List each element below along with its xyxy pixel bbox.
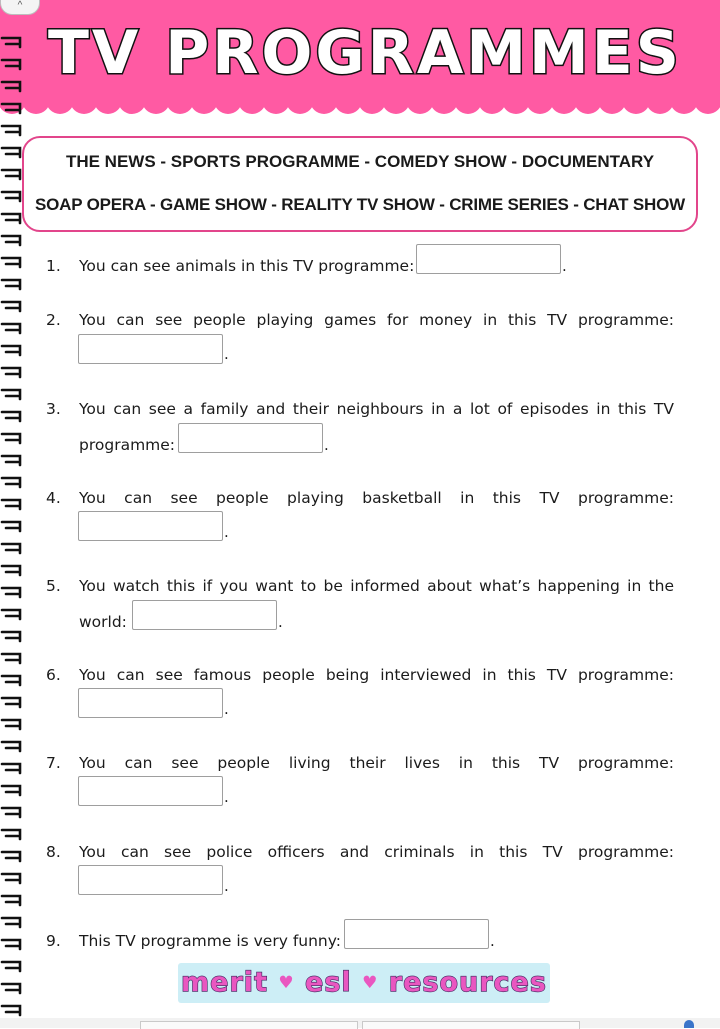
spiral-ring <box>2 82 20 91</box>
question-number: 1. <box>46 257 61 275</box>
spiral-ring <box>2 896 20 905</box>
question-number: 2. <box>46 311 61 329</box>
spiral-ring <box>2 368 20 377</box>
spiral-ring <box>2 346 20 355</box>
spiral-ring <box>2 412 20 421</box>
question-text: You can see a family and their neighbours in a lot of episodes in this TV <box>79 400 674 418</box>
spiral-ring <box>2 324 20 333</box>
spiral-ring <box>2 434 20 443</box>
collapse-chevron-icon[interactable]: ^ <box>0 0 40 15</box>
question-number: 9. <box>46 932 61 950</box>
question-text: You can see people playing basketball in this TV programme: <box>79 489 674 507</box>
spiral-ring <box>2 478 20 487</box>
answer-period: . <box>224 523 229 541</box>
word-bank-line-2: SOAP OPERA - GAME SHOW - REALITY TV SHOW - CRIME SERIES - CHAT SHOW <box>35 195 685 214</box>
spiral-ring <box>2 1006 20 1015</box>
question-number: 7. <box>46 754 61 772</box>
spiral-ring <box>2 390 20 399</box>
question-text: You can see police officers and criminals in this TV programme: <box>79 843 674 861</box>
spiral-ring <box>2 984 20 993</box>
question-text: You can see famous people being interviewed in this TV programme: <box>79 666 674 684</box>
spiral-ring <box>2 126 20 135</box>
heart-icon: ♥ <box>362 973 379 993</box>
question-number: 6. <box>46 666 61 684</box>
logo-word-resources: resources <box>388 967 547 998</box>
answer-period: . <box>278 613 283 631</box>
question-number: 4. <box>46 489 61 507</box>
spiral-ring <box>2 962 20 971</box>
status-dot-icon <box>684 1020 694 1028</box>
logo-word-merit: merit <box>181 967 268 998</box>
question-text-continued: world: <box>79 613 127 631</box>
spiral-ring <box>2 742 20 751</box>
answer-box-3[interactable] <box>178 423 323 453</box>
spiral-ring <box>2 764 20 773</box>
spiral-ring <box>2 940 20 949</box>
spiral-ring <box>2 192 20 201</box>
spiral-ring <box>2 456 20 465</box>
spiral-ring <box>2 676 20 685</box>
answer-period: . <box>224 788 229 806</box>
spiral-ring <box>2 236 20 245</box>
logo-word-esl: esl <box>305 967 352 998</box>
word-bank-box <box>22 136 698 232</box>
spiral-ring <box>2 104 20 113</box>
spiral-ring <box>2 170 20 179</box>
bottom-toolbar <box>0 1018 720 1028</box>
answer-period: . <box>490 932 495 950</box>
answer-box-6[interactable] <box>78 688 223 718</box>
answer-period: . <box>324 436 329 454</box>
answer-box-4[interactable] <box>78 511 223 541</box>
spiral-ring <box>2 808 20 817</box>
answer-box-2[interactable] <box>78 334 223 364</box>
spiral-ring <box>2 258 20 267</box>
question-text: You can see animals in this TV programme: <box>79 257 415 275</box>
logo-text <box>178 963 550 1003</box>
spiral-ring <box>2 500 20 509</box>
question-text: You can see people living their lives in this TV programme: <box>79 754 674 772</box>
answer-box-9[interactable] <box>344 919 489 949</box>
spiral-ring <box>2 720 20 729</box>
question-number: 8. <box>46 843 61 861</box>
spiral-ring <box>2 698 20 707</box>
answer-period: . <box>224 877 229 895</box>
spiral-ring <box>2 588 20 597</box>
spiral-ring <box>2 214 20 223</box>
spiral-ring <box>2 830 20 839</box>
answer-box-7[interactable] <box>78 776 223 806</box>
spiral-ring <box>2 918 20 927</box>
spiral-ring <box>2 566 20 575</box>
answer-period: . <box>224 345 229 363</box>
spiral-ring <box>2 280 20 289</box>
spiral-ring <box>2 632 20 641</box>
spiral-ring <box>2 852 20 861</box>
spiral-ring <box>2 302 20 311</box>
merit-esl-resources-logo <box>178 963 550 1003</box>
answer-box-5[interactable] <box>132 600 277 630</box>
heart-icon: ♥ <box>278 973 295 993</box>
question-number: 5. <box>46 577 61 595</box>
spiral-ring <box>2 522 20 531</box>
spiral-ring <box>2 654 20 663</box>
spiral-ring <box>2 874 20 883</box>
spiral-ring <box>2 60 20 69</box>
word-bank-line-1: THE NEWS - SPORTS PROGRAMME - COMEDY SHOW - DOCUMENTARY <box>65 152 655 171</box>
answer-period: . <box>224 700 229 718</box>
question-text: You watch this if you want to be informed about what’s happening in the <box>79 577 674 595</box>
spiral-ring <box>2 38 20 47</box>
question-number: 3. <box>46 400 61 418</box>
scallop <box>694 92 720 114</box>
spiral-ring <box>2 148 20 157</box>
answer-box-8[interactable] <box>78 865 223 895</box>
question-text-continued: programme: <box>79 436 176 454</box>
question-text: You can see people playing games for money in this TV programme: <box>79 311 674 329</box>
page-title: TV PROGRAMMES <box>48 18 682 88</box>
answer-period: . <box>562 257 567 275</box>
spiral-ring <box>2 610 20 619</box>
question-text: This TV programme is very funny: <box>79 932 342 950</box>
spiral-ring <box>2 544 20 553</box>
spiral-ring <box>2 786 20 795</box>
answer-box-1[interactable] <box>416 244 561 274</box>
